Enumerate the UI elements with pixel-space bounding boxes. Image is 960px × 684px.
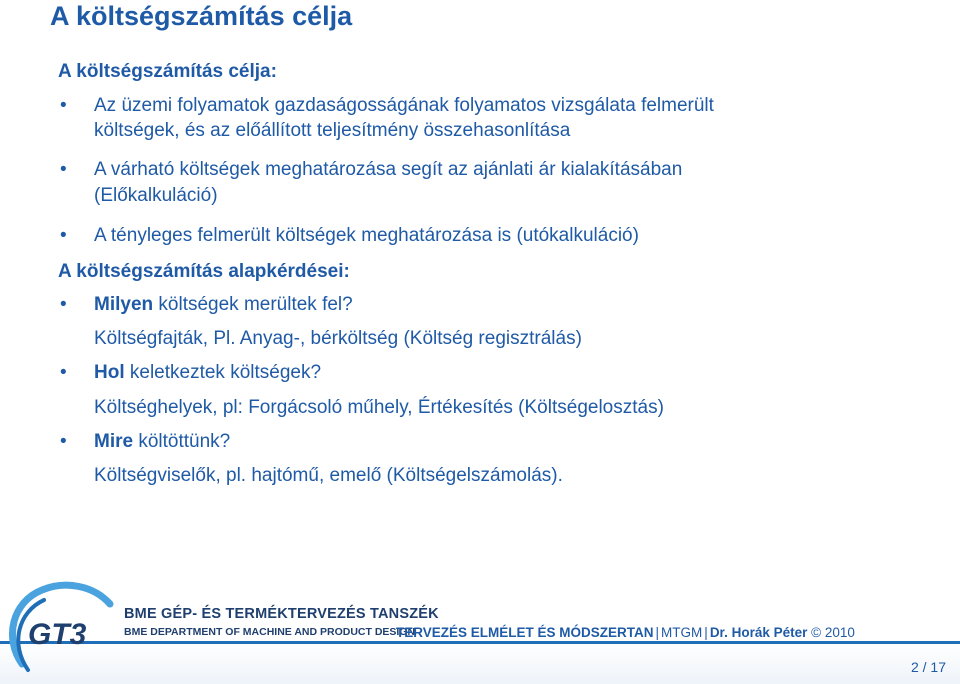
question-answer: Költségfajták, Pl. Anyag-, bérköltség (Költség regisztrálás)	[94, 328, 582, 349]
footer-separator: |	[704, 625, 708, 640]
list-item: • A tényleges felmerült költségek meghatározása is (utókalkuláció)	[60, 225, 639, 246]
bullet-icon: •	[60, 362, 67, 383]
gt3-logo-icon	[8, 578, 120, 682]
footer-separator: |	[655, 625, 660, 640]
slide-title: A költségszámítás célja	[50, 1, 353, 31]
svg-text:GT3: GT3	[28, 618, 87, 651]
bullet-icon: •	[60, 431, 67, 452]
footer-band	[0, 644, 960, 684]
page-number: 2 / 17	[910, 659, 946, 675]
department-name-en: BME DEPARTMENT OF MACHINE AND PRODUCT DESIGN	[124, 626, 416, 638]
list-item: • Az üzemi folyamatok gazdaságosságának folyamatos vizsgálata felmerült	[60, 95, 714, 116]
section-heading-questions: A költségszámítás alapkérdései:	[58, 261, 350, 282]
question-answer: Költségviselők, pl. hajtómű, emelő (Költségelszámolás).	[94, 465, 563, 486]
question-answer: Költséghelyek, pl: Forgácsoló műhely, Értékesítés (Költségelosztás)	[94, 397, 664, 418]
question-item: • Hol keletkeztek költségek?	[60, 362, 322, 383]
bullet-icon: •	[60, 95, 67, 116]
list-item-continuation: költségek, és az előállított teljesítmény összehasonlítása	[94, 120, 571, 141]
copyright: © 2010	[811, 625, 855, 640]
footer-info	[396, 625, 855, 640]
faculty-code: MTGM	[661, 625, 703, 640]
list-item-continuation: (Előkalkuláció)	[94, 185, 218, 206]
question-item: • Mire költöttünk?	[60, 431, 231, 452]
list-item: • A várható költségek meghatározása segít az ajánlati ár kialakításában	[60, 159, 683, 180]
author-name: Dr. Horák Péter	[709, 625, 808, 640]
section-heading-goal: A költségszámítás célja:	[58, 61, 277, 82]
bullet-icon: •	[60, 225, 67, 246]
bullet-icon: •	[60, 294, 67, 315]
bullet-icon: •	[60, 159, 67, 180]
course-name: TERVEZÉS ELMÉLET ÉS MÓDSZERTAN	[396, 625, 654, 640]
question-item: • Milyen költségek merültek fel?	[60, 294, 353, 315]
department-name-hu: BME GÉP- ÉS TERMÉKTERVEZÉS TANSZÉK	[124, 606, 439, 622]
